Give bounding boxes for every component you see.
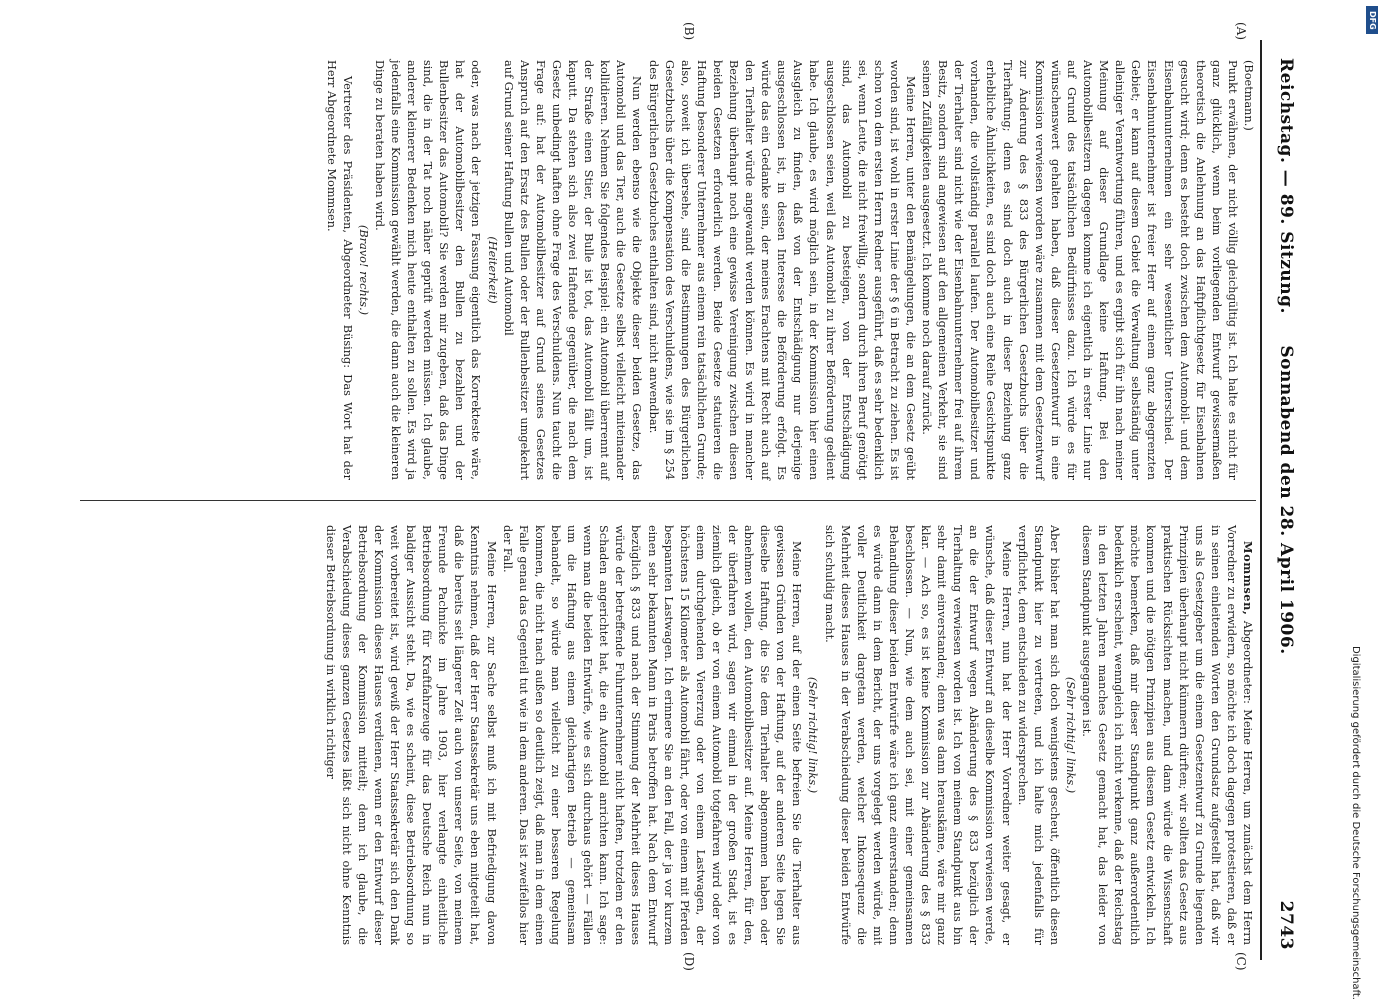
dfg-logo: DFG xyxy=(1366,6,1378,34)
paragraph: Punkt erwähnen, der nicht völlig gleichgültig ist. Ich halte es nicht für ganz glücklich, wenn beim vorliegenden Entwurf gewissermaßen theoretisch die Anlehnung an das Haftpflichtgesetz für Eisenbahnen gesucht wird; denn es besteht doch zwischen dem Automobil- und dem Eisenbahnunternehmen ein sehr wesentlicher Unterschied. Der Eisenbahnunternehmer ist freier Herr auf einem ganz abgegrenzten Gebiet; er kann auf diesem Gebiet die Verwaltung selbständig unter alleiniger Verantwortung führen, und es ergibt sich für ihn nach meiner Meinung auf dieser Grundlage keine Haftung. Bei den Automobilbesitzern dagegen komme ich eigentlich in erster Linie nur auf Grund des tatsächlichen Bedürfnisses dazu. Ich würde es für wünschenswert gehalten haben, daß dieser Gesetzentwurf in eine Kommission verwiesen worden wäre zusammen mit dem Gesetzentwurf zur Änderung des § 833 des Bürgerlichen Gesetzbuchs über die Tierhaftung; denn es sind doch auch in dieser Beziehung ganz erhebliche Ähnlichkeiten, es sind doch auch eine Reihe Gesichtspunkte vorhanden, die vollständig parallel laufen. Der Automobilbesitzer und der Tierhalter sind nicht wie der Eisenbahnunternehmer frei auf ihrem Besitz, sondern sind angewiesen auf den allgemeinen Verkehr, sie sind seinen Zufälligkeiten ausgesetzt. Ich komme noch darauf zurück. xyxy=(920,60,1239,480)
header-date: Sonnabend den 28. April 1906. xyxy=(1276,345,1296,655)
paragraph: Meine Herren, unter den Bemängelungen, die an dem Gesetz geübt worden sind, ist wohl in erster Linie der § 6 in Betracht zu ziehen. Es ist schon von dem ersten Herrn Redner ausgeführt, daß es sehr bedenklich sei, wenn Leute, die nicht freiwillig, sondern durch ihren Beruf genötigt sind, das Automobil zu besteigen, von der Entschädigung ausgeschlossen seien, weil das Automobil zu ihrer Beförderung gedient habe. Ich glaube, es wird möglich sein, in der Kommission hier einen Ausgleich zu finden, daß von der Entschädigung nur derjenige ausgeschlossen ist, in dessen Interesse die Beförderung erfolgt. Es würde das ein Gedanke sein, der meines Erachtens mit Recht auch auf den Tierhalter würde angewandt werden können. Es wird in mancher Beziehung überhaupt noch eine gewisse Vereinigung zwischen diesen beiden Gesetzen erforderlich werden. Beide Gesetze statuieren die Haftung besonderer Unternehmer aus einem rein tatsächlichen Grunde; also, soweit ich übersehe, sind die Bestimmungen des Bürgerlichen Gesetzbuchs über die Kompensation des Verschuldens, wie sie im § 254 des Bürgerlichen Gesetzbuches enthalten sind, nicht anwendbar. xyxy=(646,60,918,480)
paragraph-text: Meine Herren, um zunächst dem Herrn Vorredner zu erwidern, so möchte ich doch dagegen protestieren, daß er in seinen einleitenden Worten den Grundsatz aufgestellt hat, daß wir uns als Gesetzgeber um die einem Gesetzentwurf zu Grunde liegenden Prinzipien überhaupt nicht kümmern dürften; wir sollten das Gesetz aus praktischen Rücksichten machen, und dann würde die Wissenschaft kommen und die nötigen Prinzipien aus diesem Gesetz entwickeln. Ich möchte bemerken, daß mir dieser Standpunkt ganz außerordentlich bedenklich erscheint, wenngleich ich nicht verkenne, daß der Reichstag in den letzten Jahren manches Gesetz gemacht hat, das leider von diesem Standpunkt ausgegangen ist. xyxy=(1080,525,1254,945)
right-column xyxy=(322,525,1256,945)
paragraph: Meine Herren, auf der einen Seite befreien Sie die Tierhalter aus gewissen Gründen von der Haftung, auf der anderen Seite legen Sie dieselbe Haftung, die Sie dem Tierhalter abgenommen haben oder abnehmen wollen, den Automobilbesitzer auf. Meine Herren, für den, der überfahren wird, sagen wir einmal in der großen Stadt, ist es ziemlich gleich, ob er von einem Automobil totgefahren wird oder von einem durchgehenden Viererzug oder von einem Lastwagen, der höchstens 15 Kilometer als Automobil fährt, oder von einem mit Pferden bespannten Lastwagen. Ich erinnere Sie an den Fall, der ja vor kurzem einen sehr bekannten Mann in Paris betroffen hat. Nach dem Entwurf bezüglich § 833 und nach der Stimmung der Mehrheit dieses Hauses würde der betreffende Fuhrunternehmer nicht haften, trotzdem er den Schaden angerichtet hat, die ein Automobil anrichten kann. Ich sage: wenn man die beiden Entwürfe, wie es sich durchaus gehört — Fällen um die Haftung aus einem gleichartigen Betrieb — gemeinsam behandelt, so würde man vielleicht zu einer besseren Regelung kommen, die nicht nach außen so deutlich zeigt, daß man in dem einen Falle genau das Gegenteil tut wie in dem anderen. Das ist zweifellos hier der Fall. xyxy=(500,525,804,945)
interjection: (Heiterkeit) xyxy=(485,236,499,304)
speaker-continued: (Boetmann.) xyxy=(1242,60,1255,131)
page-header xyxy=(1268,40,1296,960)
interjection: (Sehr richtig! links.) xyxy=(806,676,820,794)
speaker-role: Abgeordneter: xyxy=(1241,620,1254,704)
speaker-name: Mommsen, xyxy=(1241,541,1255,616)
paragraph: oder, was nach der jetzigen Fassung eigentlich das Korrekteste wäre, hat der Automobilbesitzer den Bullen zu bezahlen und der Bullenbesitzer das Automobil? Sie werden mir zugeben, daß das Dinge sind, die in der Tat noch näher geprüft werden müssen. Ich glaube, anderer kleinerer Bedenken mich heute enthalten zu sollen. Es wird ja jedenfalls eine Kommission gewählt werden, die dann auch die kleineren Dinge zu beraten haben wird. xyxy=(372,60,483,480)
paragraph: Meine Herren, nun hat der Herr Vorredner weiter gesagt, er wünsche, daß dieser Entwurf an dieselbe Kommission verwiesen werde, an die der Entwurf wegen Abänderung des § 833 bezüglich der Tierhaltung verwiesen worden ist. Ich von meinem Standpunkt aus bin sehr damit einverstanden; denn was dann herauskäme, wäre mir ganz klar. — Ach so, es ist keine Kommission zur Abänderung des § 833 beschlossen. — Nun, wie dem auch sei, mit einer gemeinsamen Behandlung dieser beiden Entwürfe wäre ich ganz einverstanden; denn es würde dann in dem Bericht, der uns vorgelegt werden würde, mit voller Deutlichkeit dargetan werden, welcher Inkonsequenz die Mehrheit dieses Hauses in der Verabschiedung dieser beiden Entwürfe sich schuldig macht. xyxy=(822,525,1013,945)
margin-letter-b: (B) xyxy=(682,22,696,41)
paragraph: Aber bisher hat man sich doch wenigstens gescheut, öffentlich diesen Standpunkt hier zu vertreten, und ich halte mich jedenfalls für verpflichtet, dem entschieden zu widersprechen. xyxy=(1015,525,1061,945)
column-divider xyxy=(80,500,1256,501)
header-rule xyxy=(1260,40,1262,960)
margin-letter-a: (A) xyxy=(1234,22,1248,41)
interjection: (Sehr richtig! links.) xyxy=(1063,676,1077,794)
margin-letter-c: (C) xyxy=(1234,952,1248,971)
margin-letter-d: (D) xyxy=(682,952,696,971)
header-session: Reichstag. — 89. Sitzung. xyxy=(1276,58,1296,314)
speech-opening xyxy=(1078,525,1256,945)
digitization-credit: Digitalisierung gefördert durch die Deutsche Forschungsgemeinschaft. xyxy=(1350,645,1361,1000)
page-number: 2743 xyxy=(1276,900,1296,950)
paragraph: Nun werden ebenso wie die Objekte dieser beiden Gesetze, das Automobil und das Tier, auch die Gesetze selbst vielleicht miteinander kollidieren. Nehmen Sie folgendes Beispiel: ein Automobil überrennt auf der Straße einen Stier, der Bulle ist tot, das Automobil fällt um, ist kaputt. Da stehen sich also zwei Haftende gegenüber, die nach dem Gesetz unbedingt haften ohne Frage des Verschuldens. Nun taucht die Frage auf: hat der Automobilbesitzer auf Grund seines Gesetzes Anspruch auf den Ersatz des Bullen oder der Bullenbesitzer umgekehrt auf Grund seiner Haftung Bullen und Automobil xyxy=(501,60,644,480)
left-column xyxy=(323,60,1256,480)
presiding-note: Vertreter des Präsidenten, Abgeordneter Büsing: Das Wort hat der Herr Abgeordnete Mommsen. xyxy=(324,60,354,480)
paragraph: Meine Herren, zur Sache selbst muß ich mit Befriedigung davon Kenntnis nehmen, daß der Herr Staatssekretär uns eben mitgeteilt hat, daß die bereits seit längerer Zeit auch von unserer Seite, von meinem Freunde Pachnicke im Jahre 1903, hier verlangte einheitliche Betriebsordnung für Kraftfahrzeuge für das Deutsche Reich nun in baldiger Aussicht steht. Da, wie es scheint, diese Betriebsordnung so weit vorbereitet ist, wird gewiß der Herr Staatssekretär sich den Dank der Kommission dieses Hauses verdienen, wenn er den Entwurf dieser Betriebsordnung der Kommission mitteilt; denn ich glaube, die Verabschiedung dieses ganzen Gesetzes läßt sich nicht ohne Kenntnis dieser Betriebsordnung in wirklich richtiger xyxy=(323,525,498,945)
interjection: (Bravo! rechts.) xyxy=(356,224,370,316)
